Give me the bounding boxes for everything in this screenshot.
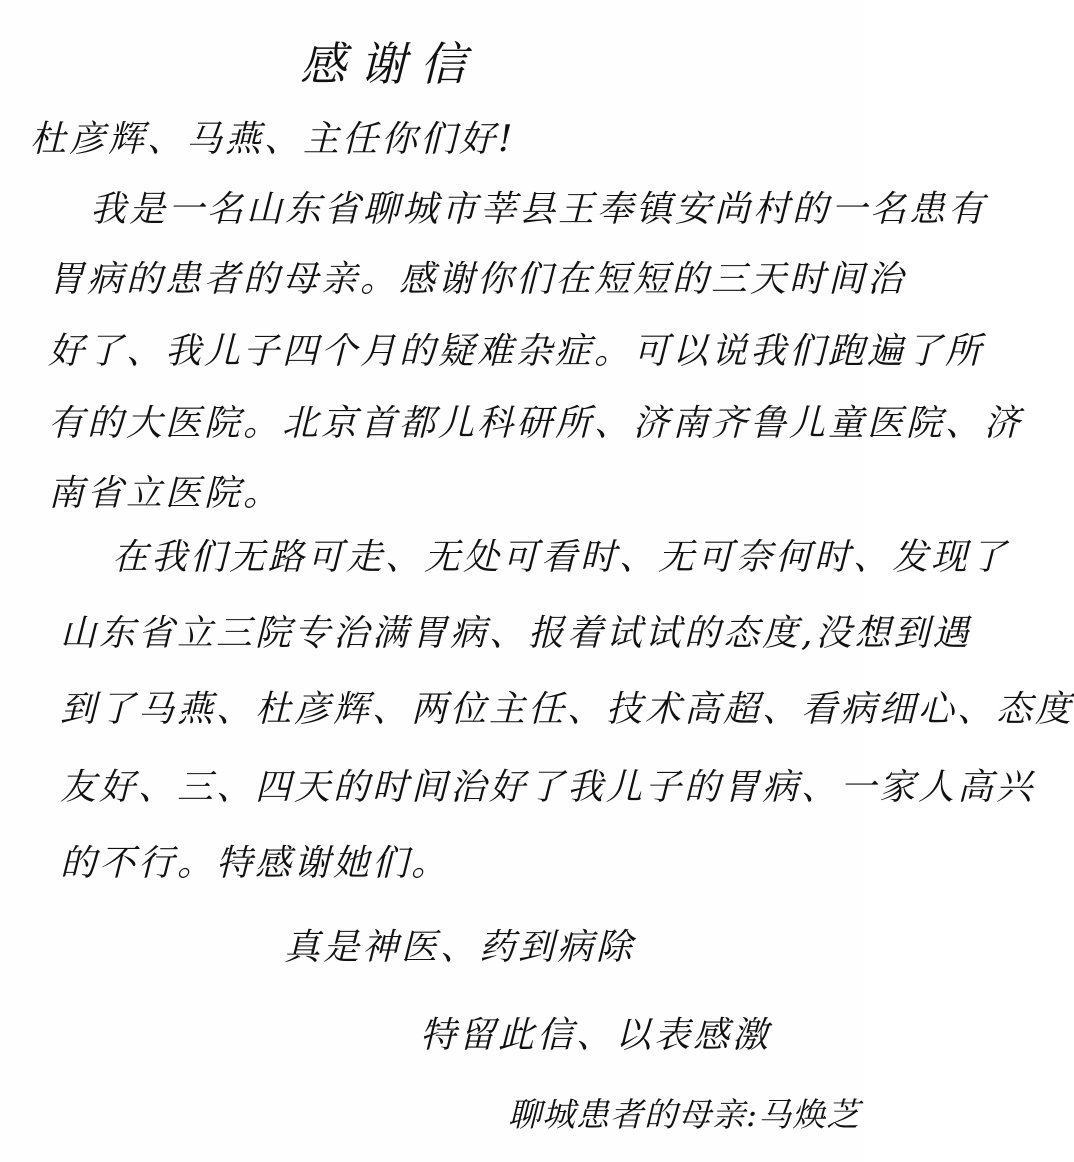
closing-line: 真是神医、药到病除 [284, 927, 636, 968]
paragraph-2-line-2: 山东省立三院专治满胃病、报着试试的态度,没想到遇 [60, 613, 972, 654]
paragraph-2-line-4: 友好、三、四天的时间治好了我儿子的胃病、一家人高兴 [60, 767, 1036, 808]
paragraph-1-line-5: 南省立医院。 [48, 473, 283, 514]
salutation: 杜彦辉、马燕、主任你们好! [30, 119, 516, 160]
paragraph-2-line-3: 到了马燕、杜彦辉、两位主任、技术高超、看病细心、态度 [60, 689, 1074, 730]
paragraph-1-line-3: 好了、我儿子四个月的疑难杂症。可以说我们跑遍了所 [48, 331, 985, 372]
letter-title: 感谢信 [300, 37, 480, 91]
paragraph-1-line-2: 胃病的患者的母亲。感谢你们在短短的三天时间治 [48, 259, 907, 300]
signature: 聊城患者的母亲:马焕芝 [508, 1095, 861, 1134]
paragraph-2-line-1: 在我们无路可走、无处可看时、无可奈何时、发现了 [112, 537, 1010, 578]
paragraph-1-line-1: 我是一名山东省聊城市莘县王奉镇安尚村的一名患有 [90, 189, 988, 230]
paragraph-1-line-4: 有的大医院。北京首都儿科研所、济南齐鲁儿童医院、济 [48, 403, 1024, 444]
closing-note: 特留此信、以表感激 [420, 1015, 772, 1056]
paragraph-2-line-5: 的不行。特感谢她们。 [60, 843, 451, 884]
